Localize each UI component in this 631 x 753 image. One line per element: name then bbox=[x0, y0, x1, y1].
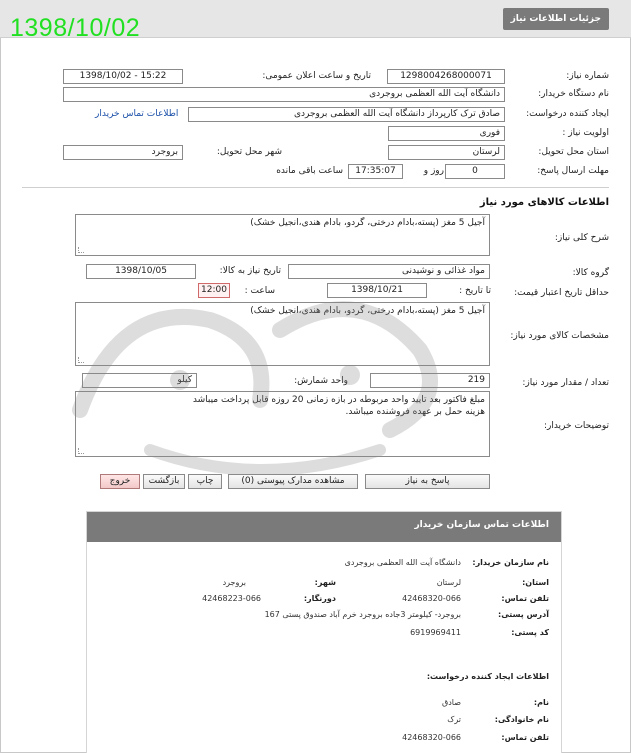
creator-first-name-label: نام: bbox=[533, 698, 549, 707]
exit-button[interactable]: خروج bbox=[100, 474, 140, 489]
contact-phone-label: تلفن تماس: bbox=[501, 594, 549, 603]
buyer-contact-link[interactable]: اطلاعات تماس خریدار bbox=[95, 109, 179, 119]
buyer-notes-label: توضیحات خریدار: bbox=[543, 421, 609, 431]
contact-province-value: لرستان bbox=[436, 578, 461, 587]
resize-handle-icon[interactable] bbox=[78, 357, 84, 363]
contact-postal-label: کد پستی: bbox=[511, 628, 549, 637]
divider bbox=[22, 187, 609, 188]
validity-time-label: ساعت : bbox=[244, 286, 275, 296]
creator-first-name-value: صادق bbox=[442, 698, 461, 707]
creator-field[interactable]: صادق ترک کارپرداز دانشگاه آیت الله العظمی بروجردی bbox=[188, 107, 505, 122]
deadline-label: مهلت ارسال پاسخ: bbox=[537, 166, 609, 176]
city-field[interactable]: بروجرد bbox=[63, 145, 183, 160]
need-date-label: تاریخ نیاز به کالا: bbox=[219, 266, 281, 276]
goods-group-field[interactable]: مواد غذائی و نوشیدنی bbox=[288, 264, 490, 279]
remaining-label: ساعت باقی مانده bbox=[276, 166, 343, 176]
creator-last-name-label: نام خانوادگی: bbox=[494, 715, 549, 724]
quantity-field[interactable]: 219 bbox=[370, 373, 490, 388]
need-date-field[interactable]: 1398/10/05 bbox=[86, 264, 196, 279]
general-desc-text: آجیل 5 مغز (پسته،بادام درختی، گردو، بادام هندی،انجیل خشک) bbox=[250, 218, 485, 228]
contact-address-label: آدرس پستی: bbox=[498, 610, 549, 619]
resize-handle-icon[interactable] bbox=[78, 448, 84, 454]
quantity-label: تعداد / مقدار مورد نیاز: bbox=[522, 378, 609, 388]
creator-last-name-value: ترک bbox=[447, 715, 461, 724]
contact-city-value: بروجرد bbox=[222, 578, 246, 587]
general-desc-area[interactable] bbox=[75, 214, 490, 256]
deadline-time-field[interactable]: 17:35:07 bbox=[348, 164, 403, 179]
deadline-days-field[interactable]: 0 bbox=[445, 164, 505, 179]
goods-group-label: گروه کالا: bbox=[572, 268, 609, 278]
buyer-notes-area[interactable] bbox=[75, 391, 490, 457]
city-label: شهر محل تحویل: bbox=[216, 147, 282, 157]
buyer-notes-line-2: هزینه حمل بر عهده فروشنده میباشد. bbox=[345, 407, 485, 417]
attachments-button[interactable]: مشاهده مدارک پیوستی (0) bbox=[228, 474, 358, 489]
watermark-date: 1398/10/02 bbox=[10, 14, 141, 42]
print-button[interactable]: چاپ bbox=[188, 474, 222, 489]
contact-address-value: بروجرد- کیلومتر 3جاده بروجرد خرم آباد صندوق پستی 167 bbox=[264, 610, 461, 619]
contact-card-title: اطلاعات تماس سازمان خریدار bbox=[414, 520, 549, 530]
contact-phone-value: 42468320-066 bbox=[402, 594, 461, 603]
validity-to-date-label: تا تاریخ : bbox=[459, 286, 491, 296]
validity-label: حداقل تاریخ اعتبار قیمت: bbox=[514, 288, 609, 298]
need-number-label: شماره نیاز: bbox=[566, 71, 609, 81]
buyer-notes-line-1: مبلغ فاکتور بعد تایید واحد مربوطه در بازه زمانی 20 روزه قابل پرداخت میباشد bbox=[192, 395, 485, 405]
back-button[interactable]: بازگشت bbox=[143, 474, 185, 489]
general-desc-label: شرح کلی نیاز: bbox=[554, 233, 609, 243]
contact-city-label: شهر: bbox=[314, 578, 336, 587]
buyer-org-field[interactable]: دانشگاه آیت الله العظمی بروجردی bbox=[63, 87, 505, 102]
page-title: جزئیات اطلاعات نیاز bbox=[503, 8, 609, 30]
contact-fax-label: دورنگار: bbox=[303, 594, 336, 603]
province-field[interactable]: لرستان bbox=[388, 145, 505, 160]
contact-org-label: نام سازمان خریدار: bbox=[472, 558, 549, 567]
province-label: استان محل تحویل: bbox=[538, 147, 609, 157]
contact-fax-value: 42468223-066 bbox=[202, 594, 261, 603]
announce-field[interactable]: 1398/10/02 - 15:22 bbox=[63, 69, 183, 84]
creator-info-title: اطلاعات ایجاد کننده درخواست: bbox=[426, 672, 549, 681]
specs-label: مشخصات کالای مورد نیاز: bbox=[510, 331, 609, 341]
unit-label: واحد شمارش: bbox=[294, 376, 348, 386]
contact-card bbox=[86, 511, 562, 753]
priority-field[interactable]: فوری bbox=[388, 126, 505, 141]
specs-text: آجیل 5 مغز (پسته،بادام درختی، گردو، بادام هندی،انجیل خشک) bbox=[250, 306, 485, 316]
validity-date-field[interactable]: 1398/10/21 bbox=[327, 283, 427, 298]
priority-label: اولویت نیاز : bbox=[562, 128, 609, 138]
goods-section-title: اطلاعات کالاهای مورد نیاز bbox=[479, 197, 609, 208]
announce-label: تاریخ و ساعت اعلان عمومی: bbox=[262, 71, 371, 81]
need-number-field[interactable]: 1298004268000071 bbox=[387, 69, 505, 84]
buyer-org-label: نام دستگاه خریدار: bbox=[538, 89, 609, 99]
contact-postal-value: 6919969411 bbox=[410, 628, 461, 637]
reply-button[interactable]: پاسخ به نیاز bbox=[365, 474, 490, 489]
resize-handle-icon[interactable] bbox=[78, 247, 84, 253]
contact-card-header bbox=[87, 512, 561, 542]
validity-time-field[interactable]: 12:00 bbox=[198, 283, 230, 298]
creator-label: ایجاد کننده درخواست: bbox=[526, 109, 609, 119]
creator-phone-value: 42468320-066 bbox=[402, 733, 461, 742]
creator-phone-label: تلفن تماس: bbox=[501, 733, 549, 742]
unit-field[interactable]: کیلو bbox=[82, 373, 197, 388]
days-and-label: روز و bbox=[423, 166, 444, 176]
specs-area[interactable] bbox=[75, 302, 490, 366]
contact-org-value: دانشگاه آیت الله العظمی بروجردی bbox=[344, 558, 461, 567]
contact-province-label: استان: bbox=[522, 578, 549, 587]
